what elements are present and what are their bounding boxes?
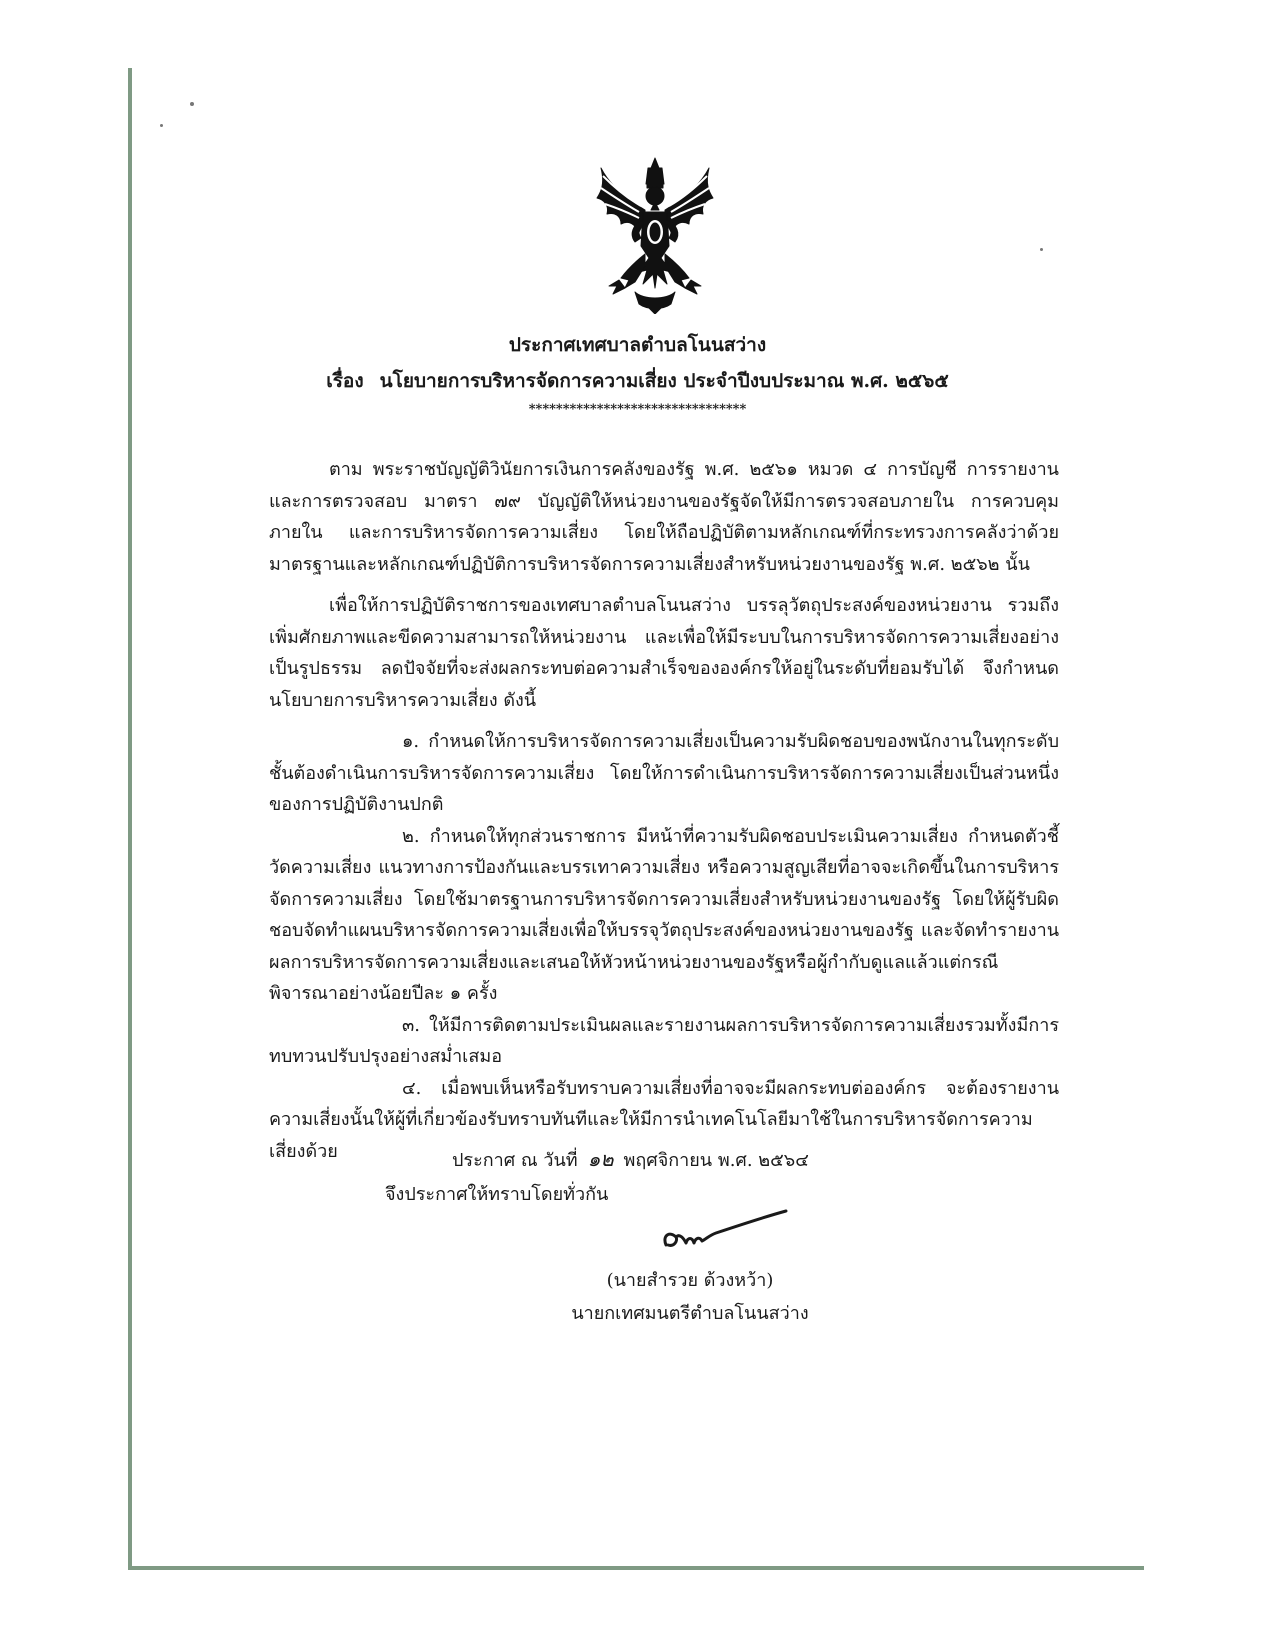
subject-text: นโยบายการบริหารจัดการความเสี่ยง ประจำปีงบประมาณ พ.ศ. ๒๕๖๕	[379, 370, 949, 392]
signer-position: นายกเทศมนตรีตำบลโนนสว่าง	[571, 1303, 809, 1324]
garuda-emblem-icon	[595, 154, 715, 314]
document-title: ประกาศเทศบาลตำบลโนนสว่าง	[508, 334, 767, 356]
body-paragraph: ตาม พระราชบัญญัติวินัยการเงินการคลังของรัฐ พ.ศ. ๒๕๖๑ หมวด ๔ การบัญชี การรายงาน และการตรวจสอบ มาตรา ๗๙ บัญญัติให้หน่วยงานของรัฐจัดให้มีการตรวจสอบภายใน การควบคุมภายใน และการบริหารจัดการความเสี่ยง โดยให้ถือปฏิบัติตามหลักเกณฑ์ที่กระทรวงการคลังว่าด้วยมาตรฐานและหลักเกณฑ์ปฏิบัติการบริหารจัดการความเสี่ยงสำหรับหน่วยงานของรัฐ พ.ศ. ๒๕๖๒ นั้น	[269, 459, 1059, 575]
policy-item: ๑. กำหนดให้การบริหารจัดการความเสี่ยงเป็นความรับผิดชอบของพนักงานในทุกระดับชั้นต้องดำเนินการบริหารจัดการความเสี่ยง โดยให้การดำเนินการบริหารจัดการความเสี่ยงเป็นส่วนหนึ่งของการปฏิบัติงานปกติ	[269, 731, 1059, 815]
scan-speck	[1040, 248, 1043, 251]
document-subject	[0, 366, 1275, 396]
separator-stars: ********************************	[528, 402, 747, 417]
policy-item: ๓. ให้มีการติดตามประเมินผลและรายงานผลการบริหารจัดการความเสี่ยงรวมทั้งมีการทบทวนปรับปรุงอย่างสม่ำเสมอ	[269, 1014, 1059, 1067]
policy-item: ๔. เมื่อพบเห็นหรือรับทราบความเสี่ยงที่อาจจะมีผลกระทบต่อองค์กร จะต้องรายงานความเสี่ยงนั้นให้ผู้ที่เกี่ยวข้องรับทราบทันทีและให้มีการนำเทคโนโลยีมาใช้ในการบริหารจัดการความเสี่ยงด้วย	[269, 1077, 1059, 1162]
signer-name: (นายสำรวย ด้วงหว้า)	[606, 1270, 774, 1291]
announcement-date	[452, 1143, 819, 1175]
document-body	[269, 454, 1059, 1221]
date-month-year: พฤศจิกายน พ.ศ. ๒๕๖๔	[623, 1150, 809, 1171]
date-prefix: ประกาศ ณ วันที่	[452, 1150, 578, 1171]
scan-speck	[190, 102, 194, 106]
announcement-line: จึงประกาศให้ทราบโดยทั่วกัน	[385, 1184, 609, 1205]
subject-label: เรื่อง	[326, 370, 364, 392]
date-day: ๑๒	[587, 1147, 614, 1171]
body-paragraph: เพื่อให้การปฏิบัติราชการของเทศบาลตำบลโนนสว่าง บรรลุวัตถุประสงค์ของหน่วยงาน รวมถึงเพิ่มศักยภาพและขีดความสามารถให้หน่วยงาน และเพื่อให้มีระบบในการบริหารจัดการความเสี่ยงอย่างเป็นรูปธรรม ลดปัจจัยที่จะส่งผลกระทบต่อความสำเร็จขององค์กรให้อยู่ในระดับที่ยอมรับได้ จึงกำหนดนโยบายการบริหารความเสี่ยง ดังนี้	[269, 595, 1059, 711]
handwritten-signature-icon	[660, 1205, 790, 1255]
scan-speck	[160, 124, 163, 127]
policy-item: ๒. กำหนดให้ทุกส่วนราชการ มีหน้าที่ความรับผิดชอบประเมินความเสี่ยง กำหนดตัวชี้วัดความเสี่ยง แนวทางการป้องกันและบรรเทาความเสี่ยง หรือความสูญเสียที่อาจจะเกิดขึ้นในการบริหารจัดการความเสี่ยง โดยใช้มาตรฐานการบริหารจัดการความเสี่ยงสำหรับหน่วยงานของรัฐ โดยให้ผู้รับผิดชอบจัดทำแผนบริหารจัดการความเสี่ยงเพื่อให้บรรจุวัตถุประสงค์ของหน่วยงานของรัฐ และจัดทำรายงานผลการบริหารจัดการความเสี่ยงและเสนอให้หัวหน้าหน่วยงานของรัฐหรือผู้กำกับดูแลแล้วแต่กรณี พิจารณาอย่างน้อยปีละ ๑ ครั้ง	[269, 825, 1059, 1004]
